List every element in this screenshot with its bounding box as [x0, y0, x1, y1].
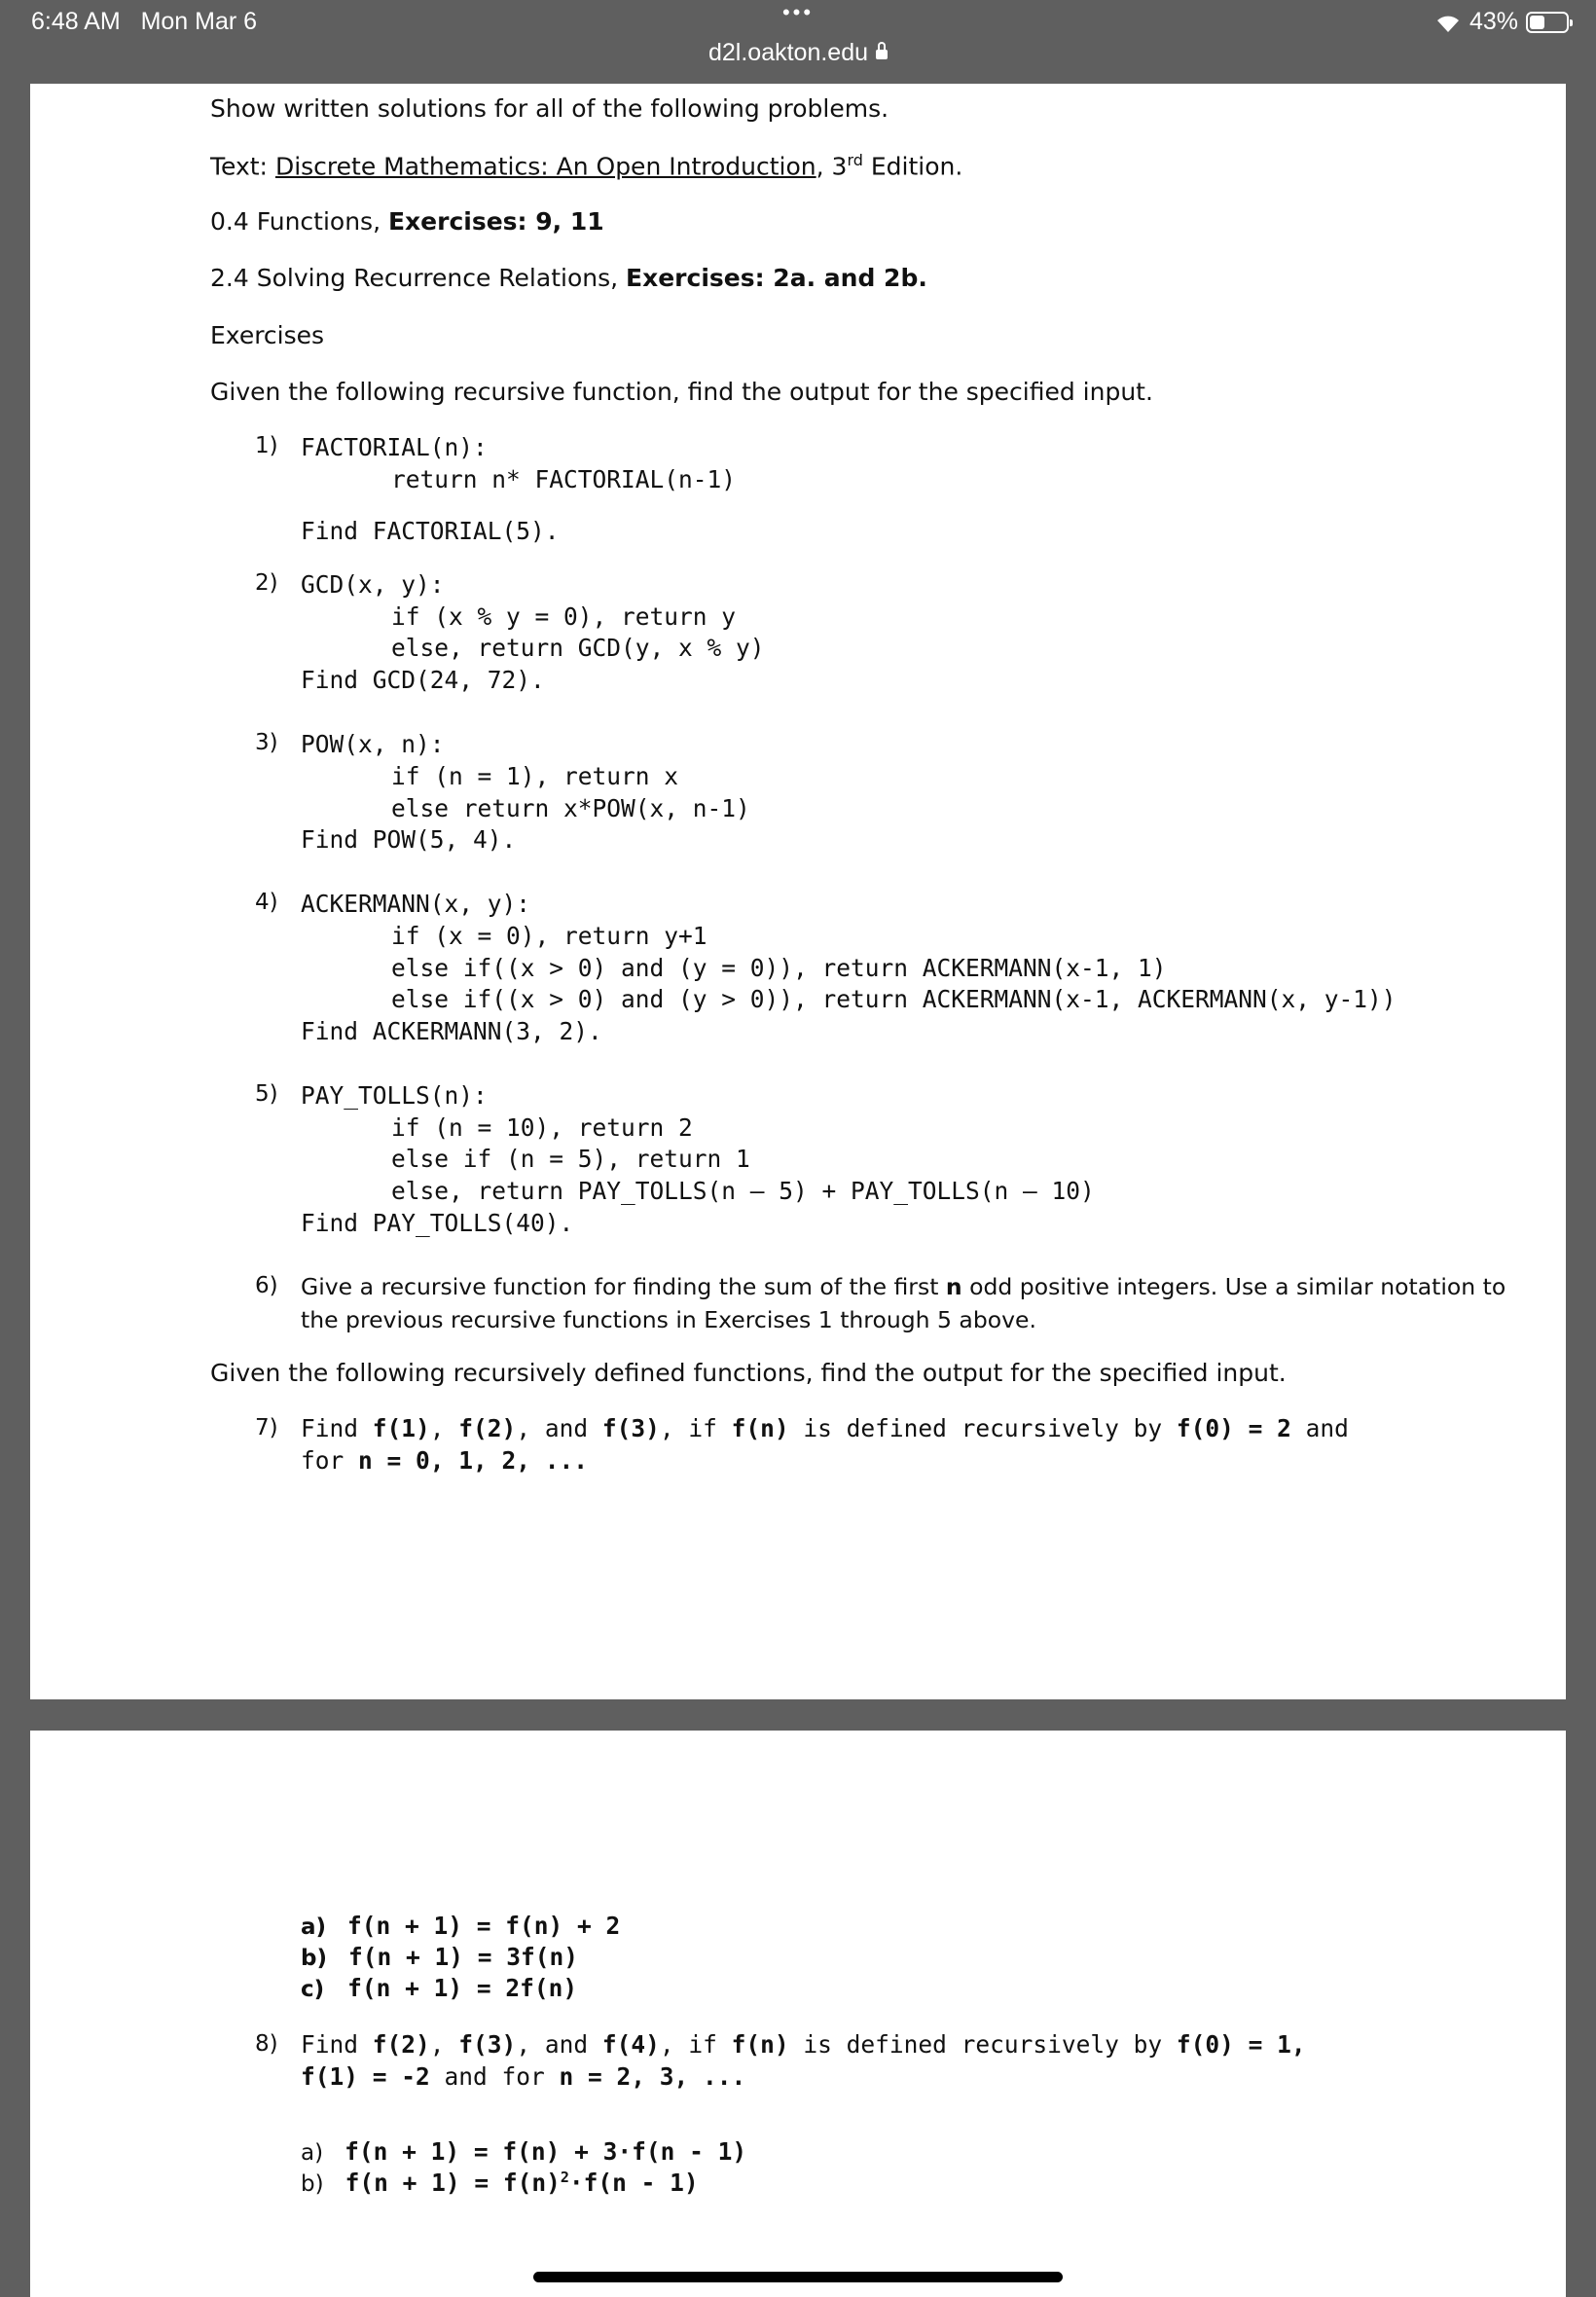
status-bar: [0, 0, 1596, 84]
problem-5-number: 5): [255, 1081, 278, 1107]
problem-1-body: return n* FACTORIAL(n-1): [391, 465, 737, 493]
instruction-recursive: Given the following recursive function, find the output for the specified input.: [210, 378, 1153, 406]
p8-and-for: and for: [429, 2062, 560, 2091]
p7-f2: f(2): [458, 1414, 517, 1442]
p7-and: , and: [516, 1414, 602, 1442]
p8-part-a-label: a): [301, 2140, 324, 2166]
problem-5-find: Find PAY_TOLLS(40).: [301, 1209, 574, 1237]
p7-f0: f(0) = 2: [1176, 1414, 1291, 1442]
problem-4-find: Find ACKERMANN(3, 2).: [301, 1017, 602, 1045]
p7-and-2: and: [1290, 1414, 1349, 1442]
p7-part-c-expr: f(n + 1) = 2f(n): [347, 1974, 578, 2002]
problem-7-line-2: [301, 1446, 588, 1475]
problem-8-line-2: [301, 2062, 745, 2091]
problem-6-number: 6): [255, 1273, 278, 1298]
p8-comma-1: ,: [429, 2030, 459, 2059]
p8-f1: f(1) = -2: [301, 2062, 430, 2091]
problem-4-def: ACKERMANN(x, y):: [301, 890, 531, 918]
problem-2-line-2: if (x % y = 0), return y: [391, 602, 737, 631]
url-text: d2l.oakton.edu: [707, 39, 869, 66]
p7-for: for: [301, 1446, 359, 1475]
p8-n-range: n = 2, 3, ...: [559, 2062, 746, 2091]
lock-icon: [876, 50, 888, 59]
p7-defined: is defined recursively by: [788, 1414, 1177, 1442]
section-1: [210, 207, 604, 236]
problem-2-find: Find GCD(24, 72).: [301, 666, 545, 694]
document-page-1: [30, 84, 1566, 1699]
p7-part-a-label: a): [301, 1914, 327, 1940]
p8-fn: f(n): [731, 2030, 789, 2059]
p8-f0: f(0) = 1,: [1176, 2030, 1306, 2059]
text-label: Text:: [210, 152, 275, 181]
problem-3-find: Find POW(5, 4).: [301, 825, 517, 854]
p7-f1: f(1): [372, 1414, 430, 1442]
home-indicator[interactable]: [533, 2272, 1063, 2282]
section-1-title: 0.4 Functions,: [210, 207, 388, 236]
p8-f4: f(4): [601, 2030, 660, 2059]
problem-3-line-2: if (n = 1), return x: [391, 762, 679, 790]
instruction-defined: Given the following recursively defined functions, find the output for the specified input.: [210, 1359, 1287, 1387]
p7-part-b-expr: f(n + 1) = 3f(n): [347, 1943, 578, 1971]
problem-2-number: 2): [255, 570, 278, 596]
problem-3-def: POW(x, n):: [301, 730, 445, 758]
problem-7-line-1: [301, 1414, 1349, 1442]
problem-1-number: 1): [255, 433, 278, 458]
problem-5-def: PAY_TOLLS(n):: [301, 1081, 488, 1110]
problem-5-line-3: else if (n = 5), return 1: [391, 1145, 750, 1173]
p7-part-b: [301, 1943, 578, 1971]
p8-part-b-label: b): [301, 2171, 324, 2198]
wifi-icon: [1434, 12, 1462, 33]
problem-6-text-b: odd positive integers. Use a similar notation to: [961, 1273, 1506, 1300]
problem-4-line-4: else if((x > 0) and (y > 0)), return ACKERMANN(x-1, ACKERMANN(x, y-1)): [391, 985, 1396, 1013]
status-date: Mon Mar 6: [140, 8, 258, 35]
p7-part-c-label: c): [301, 1977, 325, 2002]
p8-part-b-exponent: 2: [560, 2169, 569, 2186]
edition-number: , 3: [816, 152, 848, 181]
p7-find: Find: [301, 1414, 373, 1442]
p8-part-b-expr-b: ·f(n - 1): [568, 2169, 699, 2198]
intro-text: Show written solutions for all of the following problems.: [210, 94, 889, 123]
problem-4-line-3: else if((x > 0) and (y = 0)), return ACKERMANN(x-1, 1): [391, 954, 1167, 982]
p7-comma-1: ,: [429, 1414, 459, 1442]
edition-suffix: rd: [847, 151, 863, 169]
problem-7-number: 7): [255, 1415, 278, 1440]
p8-f2: f(2): [372, 2030, 430, 2059]
p7-n-range: n = 0, 1, 2, ...: [358, 1446, 589, 1475]
p8-if: , if: [659, 2030, 732, 2059]
exercises-heading: Exercises: [210, 321, 325, 349]
textbook-line: [210, 151, 962, 180]
status-indicators: [1434, 8, 1569, 36]
problem-1-find: Find FACTORIAL(5).: [301, 517, 560, 545]
problem-3-line-3: else return x*POW(x, n-1): [391, 794, 750, 822]
problem-5-line-2: if (n = 10), return 2: [391, 1113, 693, 1142]
battery-fill: [1530, 16, 1544, 29]
p7-f3: f(3): [601, 1414, 660, 1442]
p8-part-b-expr-a: f(n + 1) = f(n): [345, 2169, 561, 2198]
battery-icon: [1526, 12, 1569, 33]
problem-1-def: FACTORIAL(n):: [301, 433, 488, 461]
problem-6-line-1: [301, 1273, 1505, 1300]
section-2: [210, 264, 927, 292]
problem-3-number: 3): [255, 730, 278, 755]
p7-part-a: [301, 1912, 620, 1940]
section-1-exercises: Exercises: 9, 11: [387, 207, 604, 236]
problem-2-def: GCD(x, y):: [301, 570, 445, 599]
textbook-title: Discrete Mathematics: An Open Introduction: [274, 152, 816, 181]
p8-part-b: [301, 2169, 699, 2197]
p8-part-a-expr: f(n + 1) = f(n) + 3·f(n - 1): [345, 2137, 747, 2166]
problem-6-n: n: [945, 1273, 962, 1300]
battery-percent: 43%: [1469, 8, 1518, 35]
p7-part-b-label: b): [301, 1946, 327, 1971]
address-bar[interactable]: [0, 39, 1596, 67]
problem-5-line-4: else, return PAY_TOLLS(n – 5) + PAY_TOLLS(n – 10): [391, 1177, 1095, 1205]
edition-text: Edition.: [862, 152, 963, 181]
status-time: 6:48 AM Mon Mar 6: [31, 8, 258, 35]
p7-fn: f(n): [731, 1414, 789, 1442]
problem-4-number: 4): [255, 890, 278, 915]
p7-if: , if: [659, 1414, 732, 1442]
section-2-exercises: Exercises: 2a. and 2b.: [626, 264, 927, 292]
p7-part-a-expr: f(n + 1) = f(n) + 2: [347, 1912, 621, 1940]
problem-6-line-2: the previous recursive functions in Exercises 1 through 5 above.: [301, 1306, 1036, 1333]
p7-part-c: [301, 1974, 577, 2002]
p8-part-b-expr: [345, 2169, 699, 2197]
problem-8-line-1: [301, 2030, 1306, 2059]
p8-f3: f(3): [458, 2030, 517, 2059]
problem-8-number: 8): [255, 2031, 278, 2057]
problem-4-line-2: if (x = 0), return y+1: [391, 922, 707, 950]
p8-defined: is defined recursively by: [788, 2030, 1177, 2059]
document-page-2: [30, 1731, 1566, 2297]
problem-2-line-3: else, return GCD(y, x % y): [391, 634, 765, 662]
p8-part-a: [301, 2137, 746, 2166]
p8-find: Find: [301, 2030, 373, 2059]
p8-and: , and: [516, 2030, 602, 2059]
multitasking-dots[interactable]: •••: [781, 0, 815, 24]
problem-6-text-a: Give a recursive function for finding the sum of the first: [301, 1273, 946, 1300]
section-2-title: 2.4 Solving Recurrence Relations,: [210, 264, 627, 292]
